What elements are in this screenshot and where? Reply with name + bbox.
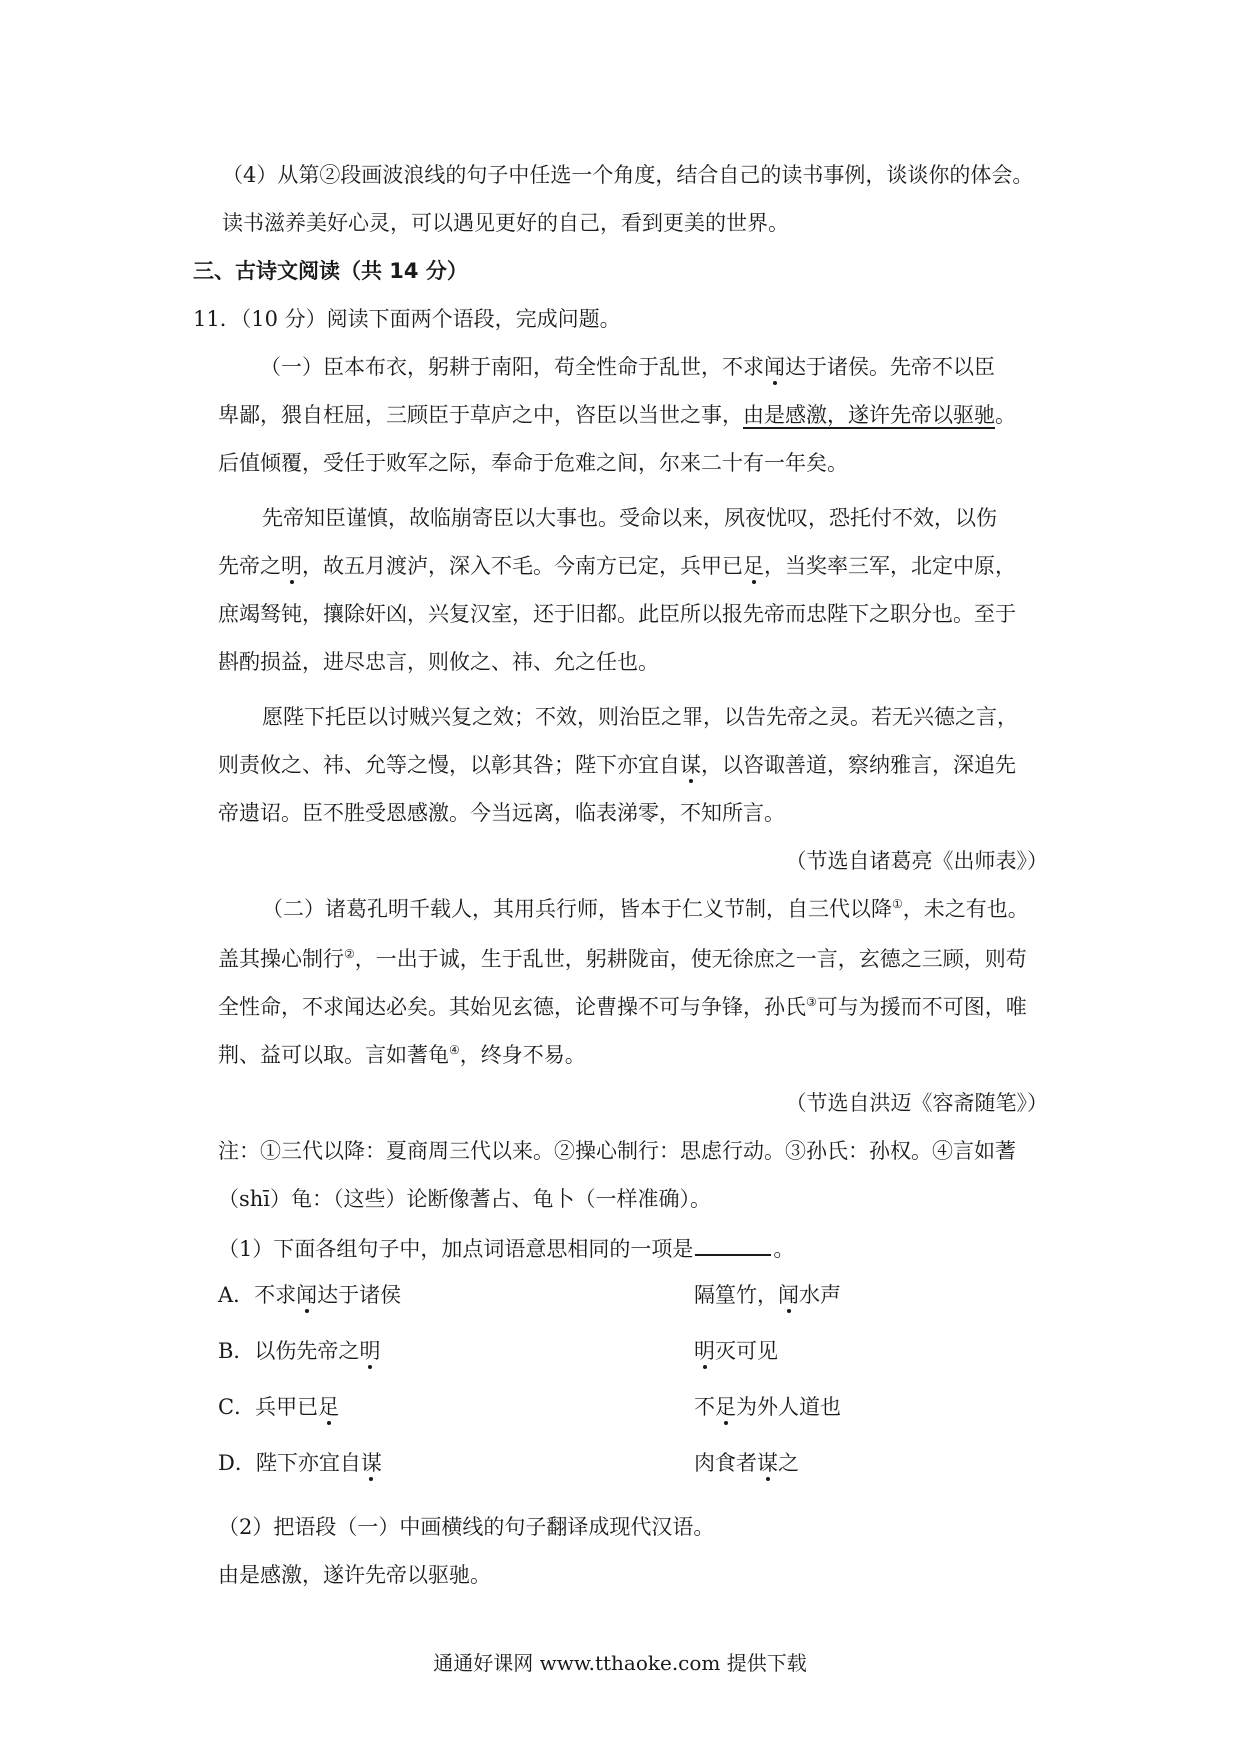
option-left: A．不求闻达于诸侯 bbox=[218, 1283, 402, 1307]
text: ，一出于诚，生于乱世，躬耕陇亩，使无徐庶之一言，玄德之三顾，则苟 bbox=[354, 947, 1027, 971]
question-11-stem: 11．（10 分）阅读下面两个语段，完成问题。 bbox=[193, 307, 621, 331]
notes-line: 注：①三代以降：夏商周三代以来。②操心制行：思虑行动。③孙氏：孙权。④言如蓍 bbox=[218, 1139, 1016, 1163]
passage1-line: 庶竭驽钝，攘除奸凶，兴复汉室，还于旧都。此臣所以报先帝而忠陛下之职分也。至于 bbox=[218, 602, 1016, 626]
passage1-line bbox=[218, 750, 1016, 780]
option-left: D．陛下亦宜自谋 bbox=[218, 1451, 382, 1475]
option-right: 不足为外人道也 bbox=[694, 1395, 841, 1419]
text: ，终身不易。 bbox=[459, 1043, 586, 1067]
footnote-marker: ① bbox=[892, 897, 903, 911]
q4-answer: 读书滋养美好心灵，可以遇见更好的自己，看到更美的世界。 bbox=[222, 211, 789, 235]
passage2-source: （节选自洪迈《容斋随笔》） bbox=[785, 1091, 1048, 1115]
answer-blank[interactable] bbox=[695, 1232, 771, 1256]
passage1-line bbox=[218, 400, 1016, 430]
text: 达于诸侯。先帝不以臣 bbox=[785, 355, 995, 379]
text: ，当奖率三军，北定中原， bbox=[764, 554, 1016, 578]
option-c bbox=[218, 1392, 1018, 1422]
passage2-line bbox=[218, 992, 1027, 1022]
text: ，故五月渡泸，深入不毛。今南方已定，兵甲已 bbox=[302, 554, 743, 578]
option-right: 隔篁竹，闻水声 bbox=[694, 1283, 841, 1307]
dotted-char: 闻 bbox=[764, 355, 785, 379]
notes-line: （shī）龟：（这些）论断像蓍占、龟卜（一样准确）。 bbox=[218, 1187, 712, 1211]
text: 卑鄙，猥自枉屈，三顾臣于草庐之中，咨臣以当世之事， bbox=[218, 403, 743, 427]
passage2-line bbox=[218, 1040, 586, 1070]
option-left: B．以伤先帝之明 bbox=[218, 1339, 381, 1363]
footnote-marker: ④ bbox=[449, 1043, 460, 1057]
subquestion-2-prompt: （2）把语段（一）中画横线的句子翻译成现代汉语。 bbox=[218, 1515, 715, 1539]
underlined-sentence: 由是感激，遂许先帝以驱驰 bbox=[743, 403, 995, 427]
text: （一）臣本布衣，躬耕于南阳，苟全性命于乱世，不求 bbox=[260, 355, 764, 379]
passage1-line: 先帝知臣谨慎，故临崩寄臣以大事也。受命以来，夙夜忧叹，恐托付不效，以伤 bbox=[262, 506, 997, 530]
text: 则责攸之、祎、允等之慢，以彰其咎；陛下亦宜自 bbox=[218, 753, 680, 777]
passage1-line bbox=[218, 551, 1016, 581]
dotted-char: 明 bbox=[281, 554, 302, 578]
passage1-source: （节选自诸葛亮《出师表》） bbox=[785, 849, 1048, 873]
option-right: 肉食者谋之 bbox=[694, 1451, 799, 1475]
passage2-line bbox=[262, 894, 1029, 924]
dotted-char: 谋 bbox=[680, 753, 701, 777]
text: （1）下面各组句子中，加点词语意思相同的一项是 bbox=[218, 1237, 694, 1261]
text: ，未之有也。 bbox=[902, 897, 1029, 921]
text: 荆、益可以取。言如蓍龟 bbox=[218, 1043, 449, 1067]
section-heading: 三、古诗文阅读（共 14 分） bbox=[193, 259, 468, 283]
text: 。 bbox=[773, 1237, 795, 1261]
option-left: C．兵甲已足 bbox=[218, 1395, 340, 1419]
option-right: 明灭可见 bbox=[694, 1339, 778, 1363]
text: 先帝之 bbox=[218, 554, 281, 578]
passage1-line: 愿陛下托臣以讨贼兴复之效；不效，则治臣之罪，以告先帝之灵。若无兴德之言， bbox=[262, 705, 1018, 729]
option-b bbox=[218, 1336, 1018, 1366]
subquestion-1-prompt bbox=[218, 1232, 794, 1264]
dotted-char: 足 bbox=[743, 554, 764, 578]
text: 可与为援而不可图，唯 bbox=[816, 995, 1027, 1019]
page-footer: 通通好课网 www.tthaoke.com 提供下载 bbox=[433, 1651, 807, 1675]
footnote-marker: ③ bbox=[806, 995, 817, 1009]
text: 全性命，不求闻达必矣。其始见玄德，论曹操不可与争锋，孙氏 bbox=[218, 995, 806, 1019]
text: （二）诸葛孔明千载人，其用兵行师，皆本于仁义节制，自三代以降 bbox=[262, 897, 892, 921]
footnote-marker: ② bbox=[344, 947, 355, 961]
text: 盖其操心制行 bbox=[218, 947, 344, 971]
q4-prompt: （4）从第②段画波浪线的句子中任选一个角度，结合自己的读书事例，谈谈你的体会。 bbox=[222, 163, 1034, 187]
passage1-line: 帝遗诏。臣不胜受恩感激。今当远离，临表涕零，不知所言。 bbox=[218, 801, 785, 825]
passage2-line bbox=[218, 944, 1027, 974]
subquestion-2-answer: 由是感激，遂许先帝以驱驰。 bbox=[218, 1563, 491, 1587]
passage1-line: 后值倾覆，受任于败军之际，奉命于危难之间，尔来二十有一年矣。 bbox=[218, 451, 848, 475]
text: ，以咨诹善道，察纳雅言，深追先 bbox=[701, 753, 1016, 777]
passage1-line: 斟酌损益，进尽忠言，则攸之、祎、允之任也。 bbox=[218, 650, 659, 674]
option-d bbox=[218, 1448, 1018, 1478]
option-a bbox=[218, 1280, 1018, 1310]
passage1-line bbox=[260, 352, 995, 382]
text: 。 bbox=[995, 403, 1016, 427]
